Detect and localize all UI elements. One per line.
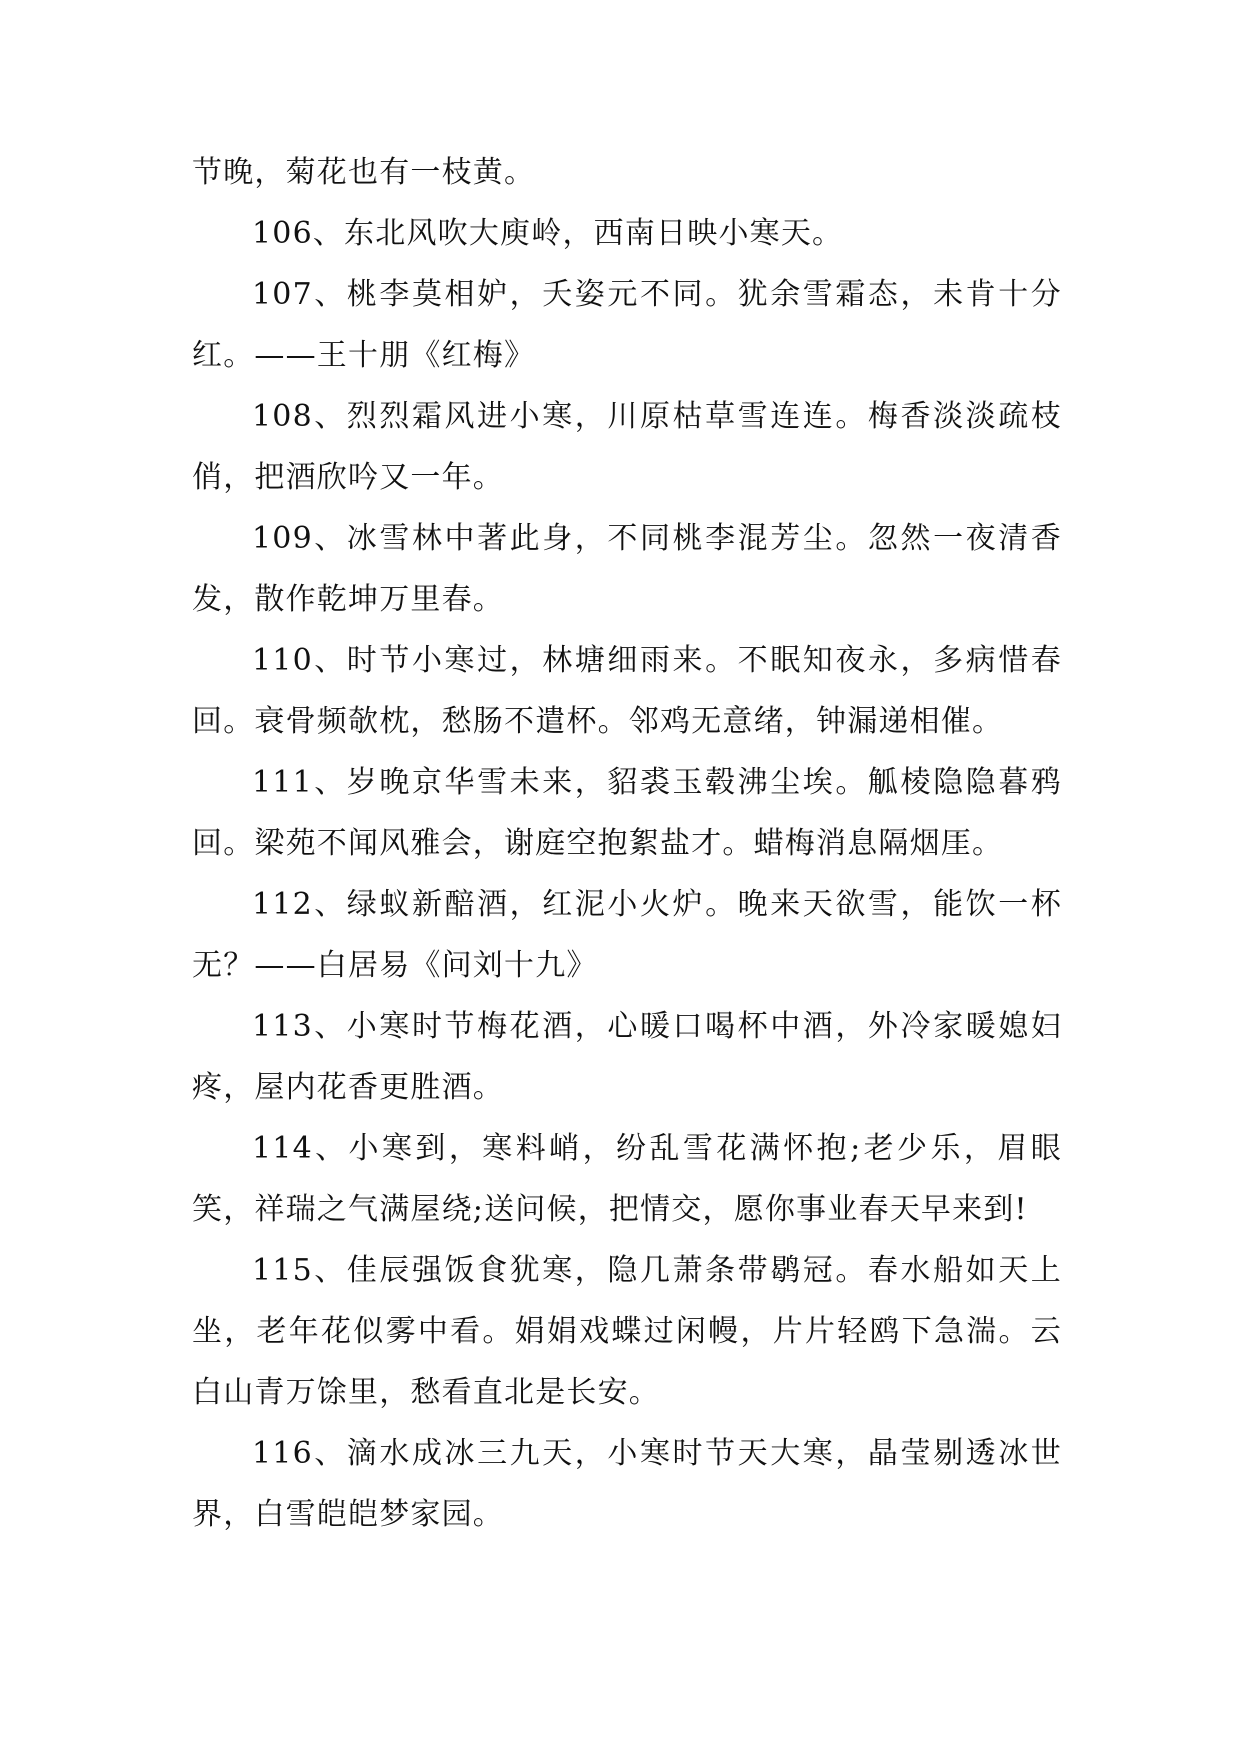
- poem-item-111: 111、岁晚京华雪未来，貂裘玉毂沸尘埃。觚棱隐隐暮鸦回。梁苑不闻风雅会，谢庭空抱絮盐才。蜡梅消息隔烟厓。: [192, 765, 1062, 861]
- poem-item-114: 114、小寒到，寒料峭，纷乱雪花满怀抱;老少乐，眉眼笑，祥瑞之气满屋绕;送问候，把情交，愿你事业春天早来到!: [192, 1131, 1062, 1227]
- poem-item-113: 113、小寒时节梅花酒，心暖口喝杯中酒，外冷家暖媳妇疼，屋内花香更胜酒。: [192, 1009, 1062, 1105]
- poem-item-108: 108、烈烈霜风进小寒，川原枯草雪连连。梅香淡淡疏枝俏，把酒欣吟又一年。: [192, 399, 1062, 495]
- poem-item-115: 115、佳辰强饭食犹寒，隐几萧条带鹖冠。春水船如天上坐，老年花似雾中看。娟娟戏蝶过闲幔，片片轻鸥下急湍。云白山青万馀里，愁看直北是长安。: [192, 1253, 1062, 1410]
- poem-item-112: 112、绿蚁新醅酒，红泥小火炉。晚来天欲雪，能饮一杯无？——白居易《问刘十九》: [192, 887, 1062, 983]
- poem-item-107: 107、桃李莫相妒，夭姿元不同。犹余雪霜态，未肯十分红。——王十朋《红梅》: [192, 277, 1062, 373]
- poem-item-106: 106、东北风吹大庾岭，西南日映小寒天。: [252, 216, 844, 251]
- poem-item-110: 110、时节小寒过，林塘细雨来。不眠知夜永，多病惜春回。衰骨频欹枕，愁肠不遣杯。邻鸡无意绪，钟漏递相催。: [192, 643, 1062, 739]
- paragraph-continuation: 节晚，菊花也有一枝黄。: [192, 155, 536, 190]
- poem-item-109: 109、冰雪林中著此身，不同桃李混芳尘。忽然一夜清香发，散作乾坤万里春。: [192, 521, 1062, 617]
- poem-item-116: 116、滴水成冰三九天，小寒时节天大寒，晶莹剔透冰世界，白雪皑皑梦家园。: [192, 1436, 1062, 1532]
- document-page: [192, 142, 1062, 1545]
